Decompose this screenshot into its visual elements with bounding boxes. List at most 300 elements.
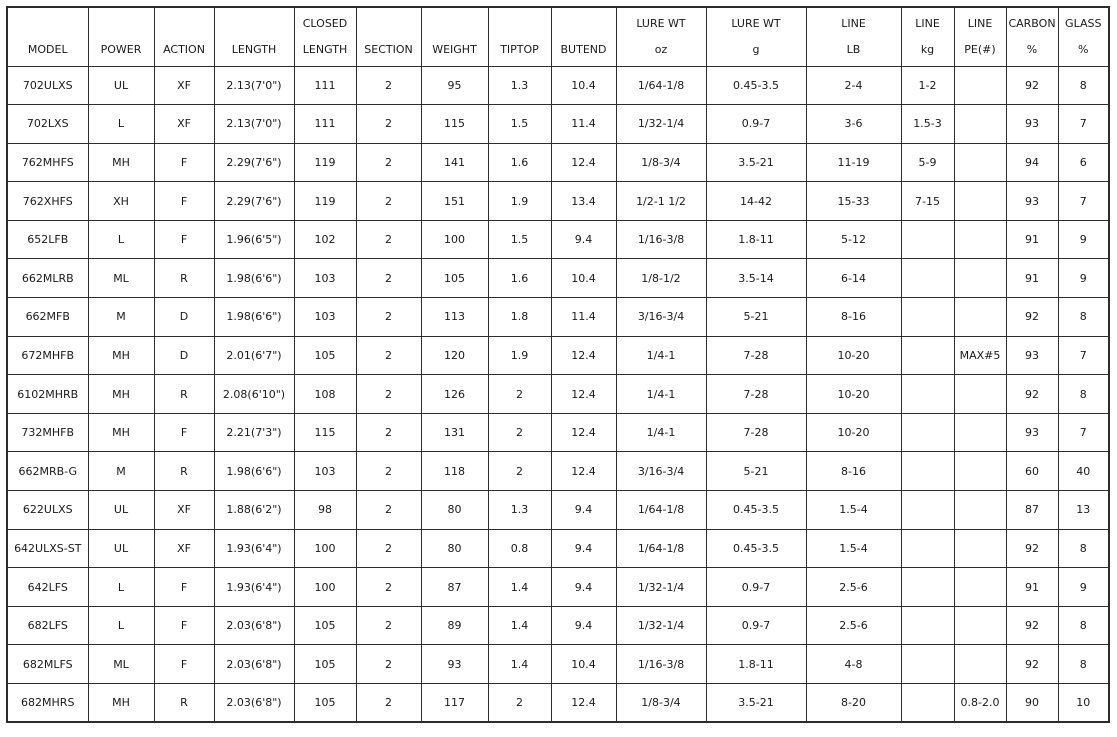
table-row [7,413,1109,452]
cell-section: 2 [356,182,421,221]
cell-section: 2 [356,491,421,530]
cell-weight: 151 [421,182,488,221]
cell-tiptop: 1.9 [488,336,551,375]
column-header-lure-wt-g [706,7,806,66]
cell-model: 662MLRB [7,259,88,298]
cell-line-lb: 8-20 [806,684,901,723]
column-header-closed-length-line2: LENGTH [302,42,348,56]
column-header-lure-wt-oz [616,7,706,66]
cell-model: 622ULXS [7,491,88,530]
cell-model: 762XHFS [7,182,88,221]
cell-length: 2.13(7'0") [214,105,294,144]
table-row [7,298,1109,337]
cell-tiptop: 1.8 [488,298,551,337]
cell-model: 682MHRS [7,684,88,723]
cell-line-lb: 11-19 [806,143,901,182]
cell-action: F [154,645,214,684]
cell-power: UL [88,491,154,530]
cell-closed-length: 103 [294,259,356,298]
table-row [7,684,1109,723]
cell-length: 2.08(6'10") [214,375,294,414]
cell-carbon: 93 [1006,336,1058,375]
cell-length: 2.03(6'8") [214,645,294,684]
cell-carbon: 92 [1006,298,1058,337]
cell-lure-wt-oz: 1/64-1/8 [616,491,706,530]
cell-lure-wt-g: 0.45-3.5 [706,66,806,105]
column-header-power-line2: POWER [100,42,142,56]
cell-section: 2 [356,66,421,105]
cell-carbon: 93 [1006,105,1058,144]
cell-power: MH [88,143,154,182]
cell-butend: 9.4 [551,220,616,259]
cell-tiptop: 2 [488,452,551,491]
spec-table-body [7,66,1109,722]
cell-butend: 12.4 [551,452,616,491]
cell-tiptop: 1.4 [488,645,551,684]
cell-action: R [154,684,214,723]
cell-weight: 115 [421,105,488,144]
cell-butend: 12.4 [551,336,616,375]
cell-length: 2.03(6'8") [214,684,294,723]
cell-closed-length: 103 [294,298,356,337]
cell-weight: 87 [421,568,488,607]
cell-model: 682LFS [7,606,88,645]
cell-line-kg [901,220,954,259]
column-header-line-pe [954,7,1006,66]
column-header-lure-wt-g-line1: LURE WT [731,16,781,30]
cell-glass: 7 [1058,336,1109,375]
cell-line-lb: 15-33 [806,182,901,221]
cell-line-lb: 1.5-4 [806,491,901,530]
column-header-closed-length [294,7,356,66]
column-header-carbon-line2: % [1026,42,1038,56]
cell-length: 1.88(6'2") [214,491,294,530]
cell-line-lb: 10-20 [806,375,901,414]
cell-lure-wt-g: 5-21 [706,452,806,491]
cell-section: 2 [356,259,421,298]
cell-line-kg [901,375,954,414]
column-header-weight [421,7,488,66]
cell-action: XF [154,66,214,105]
cell-weight: 80 [421,529,488,568]
cell-lure-wt-oz: 1/8-3/4 [616,684,706,723]
cell-weight: 80 [421,491,488,530]
cell-butend: 12.4 [551,413,616,452]
cell-butend: 12.4 [551,684,616,723]
cell-line-lb: 4-8 [806,645,901,684]
cell-line-pe [954,259,1006,298]
cell-butend: 12.4 [551,375,616,414]
table-row [7,336,1109,375]
cell-line-pe [954,143,1006,182]
cell-line-pe [954,220,1006,259]
column-header-model [7,7,88,66]
cell-glass: 8 [1058,375,1109,414]
cell-tiptop: 0.8 [488,529,551,568]
cell-action: F [154,568,214,607]
cell-carbon: 91 [1006,220,1058,259]
cell-line-kg [901,684,954,723]
cell-lure-wt-oz: 1/16-3/8 [616,220,706,259]
cell-power: XH [88,182,154,221]
cell-length: 2.29(7'6") [214,143,294,182]
cell-line-kg [901,259,954,298]
cell-carbon: 92 [1006,645,1058,684]
cell-glass: 8 [1058,606,1109,645]
cell-line-pe [954,452,1006,491]
cell-carbon: 60 [1006,452,1058,491]
cell-line-lb: 5-12 [806,220,901,259]
cell-butend: 9.4 [551,491,616,530]
cell-line-pe [954,298,1006,337]
cell-power: M [88,298,154,337]
cell-lure-wt-oz: 1/16-3/8 [616,645,706,684]
cell-closed-length: 100 [294,568,356,607]
cell-weight: 141 [421,143,488,182]
table-row [7,143,1109,182]
cell-weight: 113 [421,298,488,337]
cell-lure-wt-g: 7-28 [706,336,806,375]
cell-line-kg [901,568,954,607]
cell-line-pe [954,606,1006,645]
cell-carbon: 91 [1006,259,1058,298]
cell-section: 2 [356,143,421,182]
cell-lure-wt-oz: 1/32-1/4 [616,568,706,607]
cell-butend: 9.4 [551,529,616,568]
cell-section: 2 [356,375,421,414]
cell-line-pe: 0.8-2.0 [954,684,1006,723]
cell-line-kg: 7-15 [901,182,954,221]
cell-model: 762MHFS [7,143,88,182]
cell-line-kg: 1-2 [901,66,954,105]
cell-lure-wt-g: 1.8-11 [706,220,806,259]
cell-action: F [154,606,214,645]
cell-power: UL [88,529,154,568]
cell-length: 1.98(6'6") [214,298,294,337]
cell-carbon: 94 [1006,143,1058,182]
cell-power: L [88,220,154,259]
column-header-section [356,7,421,66]
cell-lure-wt-g: 0.9-7 [706,606,806,645]
column-header-butend-line1 [552,11,616,37]
cell-section: 2 [356,105,421,144]
cell-line-lb: 8-16 [806,298,901,337]
column-header-carbon [1006,7,1058,66]
cell-glass: 9 [1058,259,1109,298]
cell-lure-wt-oz: 1/64-1/8 [616,529,706,568]
spec-table [6,6,1110,723]
cell-power: UL [88,66,154,105]
cell-length: 1.93(6'4") [214,568,294,607]
cell-model: 652LFB [7,220,88,259]
cell-weight: 100 [421,220,488,259]
cell-lure-wt-oz: 1/4-1 [616,375,706,414]
cell-section: 2 [356,220,421,259]
cell-lure-wt-oz: 1/64-1/8 [616,66,706,105]
cell-tiptop: 1.5 [488,105,551,144]
cell-tiptop: 2 [488,684,551,723]
cell-length: 2.03(6'8") [214,606,294,645]
cell-power: ML [88,259,154,298]
cell-model: 732MHFB [7,413,88,452]
cell-model: 642LFS [7,568,88,607]
cell-closed-length: 105 [294,645,356,684]
cell-length: 2.13(7'0") [214,66,294,105]
cell-glass: 7 [1058,105,1109,144]
cell-tiptop: 1.4 [488,606,551,645]
cell-lure-wt-g: 7-28 [706,413,806,452]
cell-lure-wt-g: 3.5-21 [706,684,806,723]
cell-model: 662MFB [7,298,88,337]
column-header-tiptop-line2: TIPTOP [500,42,539,56]
cell-tiptop: 1.5 [488,220,551,259]
cell-action: R [154,452,214,491]
cell-tiptop: 2 [488,413,551,452]
cell-power: MH [88,413,154,452]
cell-model: 642ULXS-ST [7,529,88,568]
cell-glass: 13 [1058,491,1109,530]
cell-line-kg [901,529,954,568]
cell-line-pe [954,105,1006,144]
column-header-length-line1 [215,11,294,37]
cell-carbon: 91 [1006,568,1058,607]
column-header-action-line1 [155,11,214,37]
cell-glass: 40 [1058,452,1109,491]
cell-length: 2.01(6'7") [214,336,294,375]
cell-lure-wt-oz: 1/8-1/2 [616,259,706,298]
cell-lure-wt-g: 0.45-3.5 [706,529,806,568]
cell-closed-length: 100 [294,529,356,568]
cell-action: XF [154,105,214,144]
cell-butend: 9.4 [551,606,616,645]
cell-tiptop: 1.3 [488,66,551,105]
cell-line-pe [954,529,1006,568]
table-row [7,568,1109,607]
table-row [7,220,1109,259]
cell-section: 2 [356,606,421,645]
cell-lure-wt-oz: 1/32-1/4 [616,606,706,645]
cell-lure-wt-g: 3.5-21 [706,143,806,182]
cell-power: L [88,105,154,144]
cell-closed-length: 111 [294,66,356,105]
column-header-line-lb [806,7,901,66]
column-header-power [88,7,154,66]
table-row [7,529,1109,568]
column-header-glass-line1: GLASS [1065,16,1102,30]
cell-carbon: 90 [1006,684,1058,723]
cell-lure-wt-g: 0.9-7 [706,105,806,144]
cell-lure-wt-g: 7-28 [706,375,806,414]
cell-carbon: 93 [1006,413,1058,452]
cell-section: 2 [356,452,421,491]
column-header-tiptop-line1 [489,11,551,37]
cell-lure-wt-oz: 3/16-3/4 [616,452,706,491]
column-header-weight-line1 [422,11,488,37]
cell-lure-wt-oz: 1/32-1/4 [616,105,706,144]
table-row [7,105,1109,144]
column-header-action-line2: ACTION [163,42,205,56]
cell-carbon: 93 [1006,182,1058,221]
column-header-line-lb-line1: LINE [841,16,866,30]
column-header-section-line2: SECTION [364,42,413,56]
cell-butend: 10.4 [551,259,616,298]
cell-power: ML [88,645,154,684]
cell-action: F [154,182,214,221]
cell-carbon: 92 [1006,375,1058,414]
cell-line-lb: 2.5-6 [806,568,901,607]
cell-tiptop: 2 [488,375,551,414]
cell-line-kg [901,606,954,645]
cell-power: L [88,568,154,607]
column-header-carbon-line1: CARBON [1008,16,1056,30]
cell-closed-length: 103 [294,452,356,491]
cell-action: XF [154,491,214,530]
cell-line-kg [901,491,954,530]
column-header-line-pe-line1: LINE [967,16,993,30]
column-header-line-kg [901,7,954,66]
cell-closed-length: 108 [294,375,356,414]
cell-carbon: 87 [1006,491,1058,530]
cell-lure-wt-oz: 3/16-3/4 [616,298,706,337]
cell-section: 2 [356,529,421,568]
cell-lure-wt-oz: 1/4-1 [616,413,706,452]
cell-action: D [154,298,214,337]
cell-carbon: 92 [1006,529,1058,568]
header-row [7,7,1109,66]
cell-lure-wt-oz: 1/2-1 1/2 [616,182,706,221]
cell-glass: 7 [1058,413,1109,452]
cell-power: M [88,452,154,491]
cell-lure-wt-g: 1.8-11 [706,645,806,684]
column-header-line-kg-line2: kg [920,42,935,56]
cell-closed-length: 115 [294,413,356,452]
cell-power: L [88,606,154,645]
cell-lure-wt-oz: 1/4-1 [616,336,706,375]
cell-model: 6102MHRB [7,375,88,414]
cell-line-pe [954,66,1006,105]
cell-carbon: 92 [1006,606,1058,645]
cell-action: R [154,375,214,414]
cell-power: MH [88,375,154,414]
cell-action: D [154,336,214,375]
cell-line-pe [954,413,1006,452]
cell-glass: 8 [1058,298,1109,337]
cell-power: MH [88,336,154,375]
cell-action: F [154,220,214,259]
cell-tiptop: 1.6 [488,259,551,298]
column-header-butend [551,7,616,66]
cell-power: MH [88,684,154,723]
cell-line-pe [954,568,1006,607]
cell-glass: 8 [1058,529,1109,568]
table-row [7,182,1109,221]
cell-closed-length: 105 [294,336,356,375]
column-header-lure-wt-oz-line1: LURE WT [636,16,686,30]
table-row [7,452,1109,491]
column-header-line-pe-line2: PE(#) [964,42,996,56]
cell-tiptop: 1.4 [488,568,551,607]
cell-weight: 89 [421,606,488,645]
cell-line-pe [954,375,1006,414]
cell-line-kg: 5-9 [901,143,954,182]
cell-section: 2 [356,413,421,452]
cell-glass: 9 [1058,220,1109,259]
cell-length: 1.93(6'4") [214,529,294,568]
column-header-action [154,7,214,66]
cell-line-pe [954,182,1006,221]
column-header-line-kg-line1: LINE [915,16,940,30]
column-header-closed-length-line1: CLOSED [302,16,348,30]
cell-line-kg [901,413,954,452]
cell-weight: 105 [421,259,488,298]
cell-weight: 131 [421,413,488,452]
cell-length: 2.29(7'6") [214,182,294,221]
cell-lure-wt-g: 0.9-7 [706,568,806,607]
column-header-line-lb-line2: LB [846,42,861,56]
spec-table-header [7,7,1109,66]
cell-line-lb: 2-4 [806,66,901,105]
cell-line-lb: 2.5-6 [806,606,901,645]
cell-model: 672MHFB [7,336,88,375]
table-row [7,66,1109,105]
cell-closed-length: 105 [294,606,356,645]
cell-line-kg [901,645,954,684]
column-header-butend-line2: BUTEND [560,42,607,56]
cell-closed-length: 119 [294,182,356,221]
cell-weight: 126 [421,375,488,414]
cell-model: 702LXS [7,105,88,144]
cell-lure-wt-g: 14-42 [706,182,806,221]
cell-section: 2 [356,298,421,337]
cell-glass: 7 [1058,182,1109,221]
cell-action: R [154,259,214,298]
cell-butend: 13.4 [551,182,616,221]
cell-length: 1.98(6'6") [214,259,294,298]
cell-butend: 11.4 [551,298,616,337]
cell-line-pe [954,491,1006,530]
cell-closed-length: 111 [294,105,356,144]
cell-line-lb: 10-20 [806,413,901,452]
cell-lure-wt-g: 5-21 [706,298,806,337]
column-header-section-line1 [357,11,421,37]
cell-closed-length: 98 [294,491,356,530]
cell-lure-wt-g: 0.45-3.5 [706,491,806,530]
cell-line-kg [901,452,954,491]
cell-line-lb: 1.5-4 [806,529,901,568]
cell-line-pe: MAX#5 [954,336,1006,375]
cell-lure-wt-oz: 1/8-3/4 [616,143,706,182]
cell-lure-wt-g: 3.5-14 [706,259,806,298]
cell-line-lb: 3-6 [806,105,901,144]
cell-section: 2 [356,568,421,607]
table-row [7,606,1109,645]
cell-weight: 93 [421,645,488,684]
cell-glass: 8 [1058,645,1109,684]
cell-closed-length: 119 [294,143,356,182]
cell-length: 1.96(6'5") [214,220,294,259]
column-header-lure-wt-g-line2: g [752,42,760,56]
cell-line-kg: 1.5-3 [901,105,954,144]
cell-tiptop: 1.6 [488,143,551,182]
cell-action: F [154,143,214,182]
cell-butend: 11.4 [551,105,616,144]
column-header-weight-line2: WEIGHT [432,42,477,56]
cell-line-lb: 6-14 [806,259,901,298]
cell-section: 2 [356,336,421,375]
cell-length: 2.21(7'3") [214,413,294,452]
table-row [7,375,1109,414]
cell-line-lb: 10-20 [806,336,901,375]
